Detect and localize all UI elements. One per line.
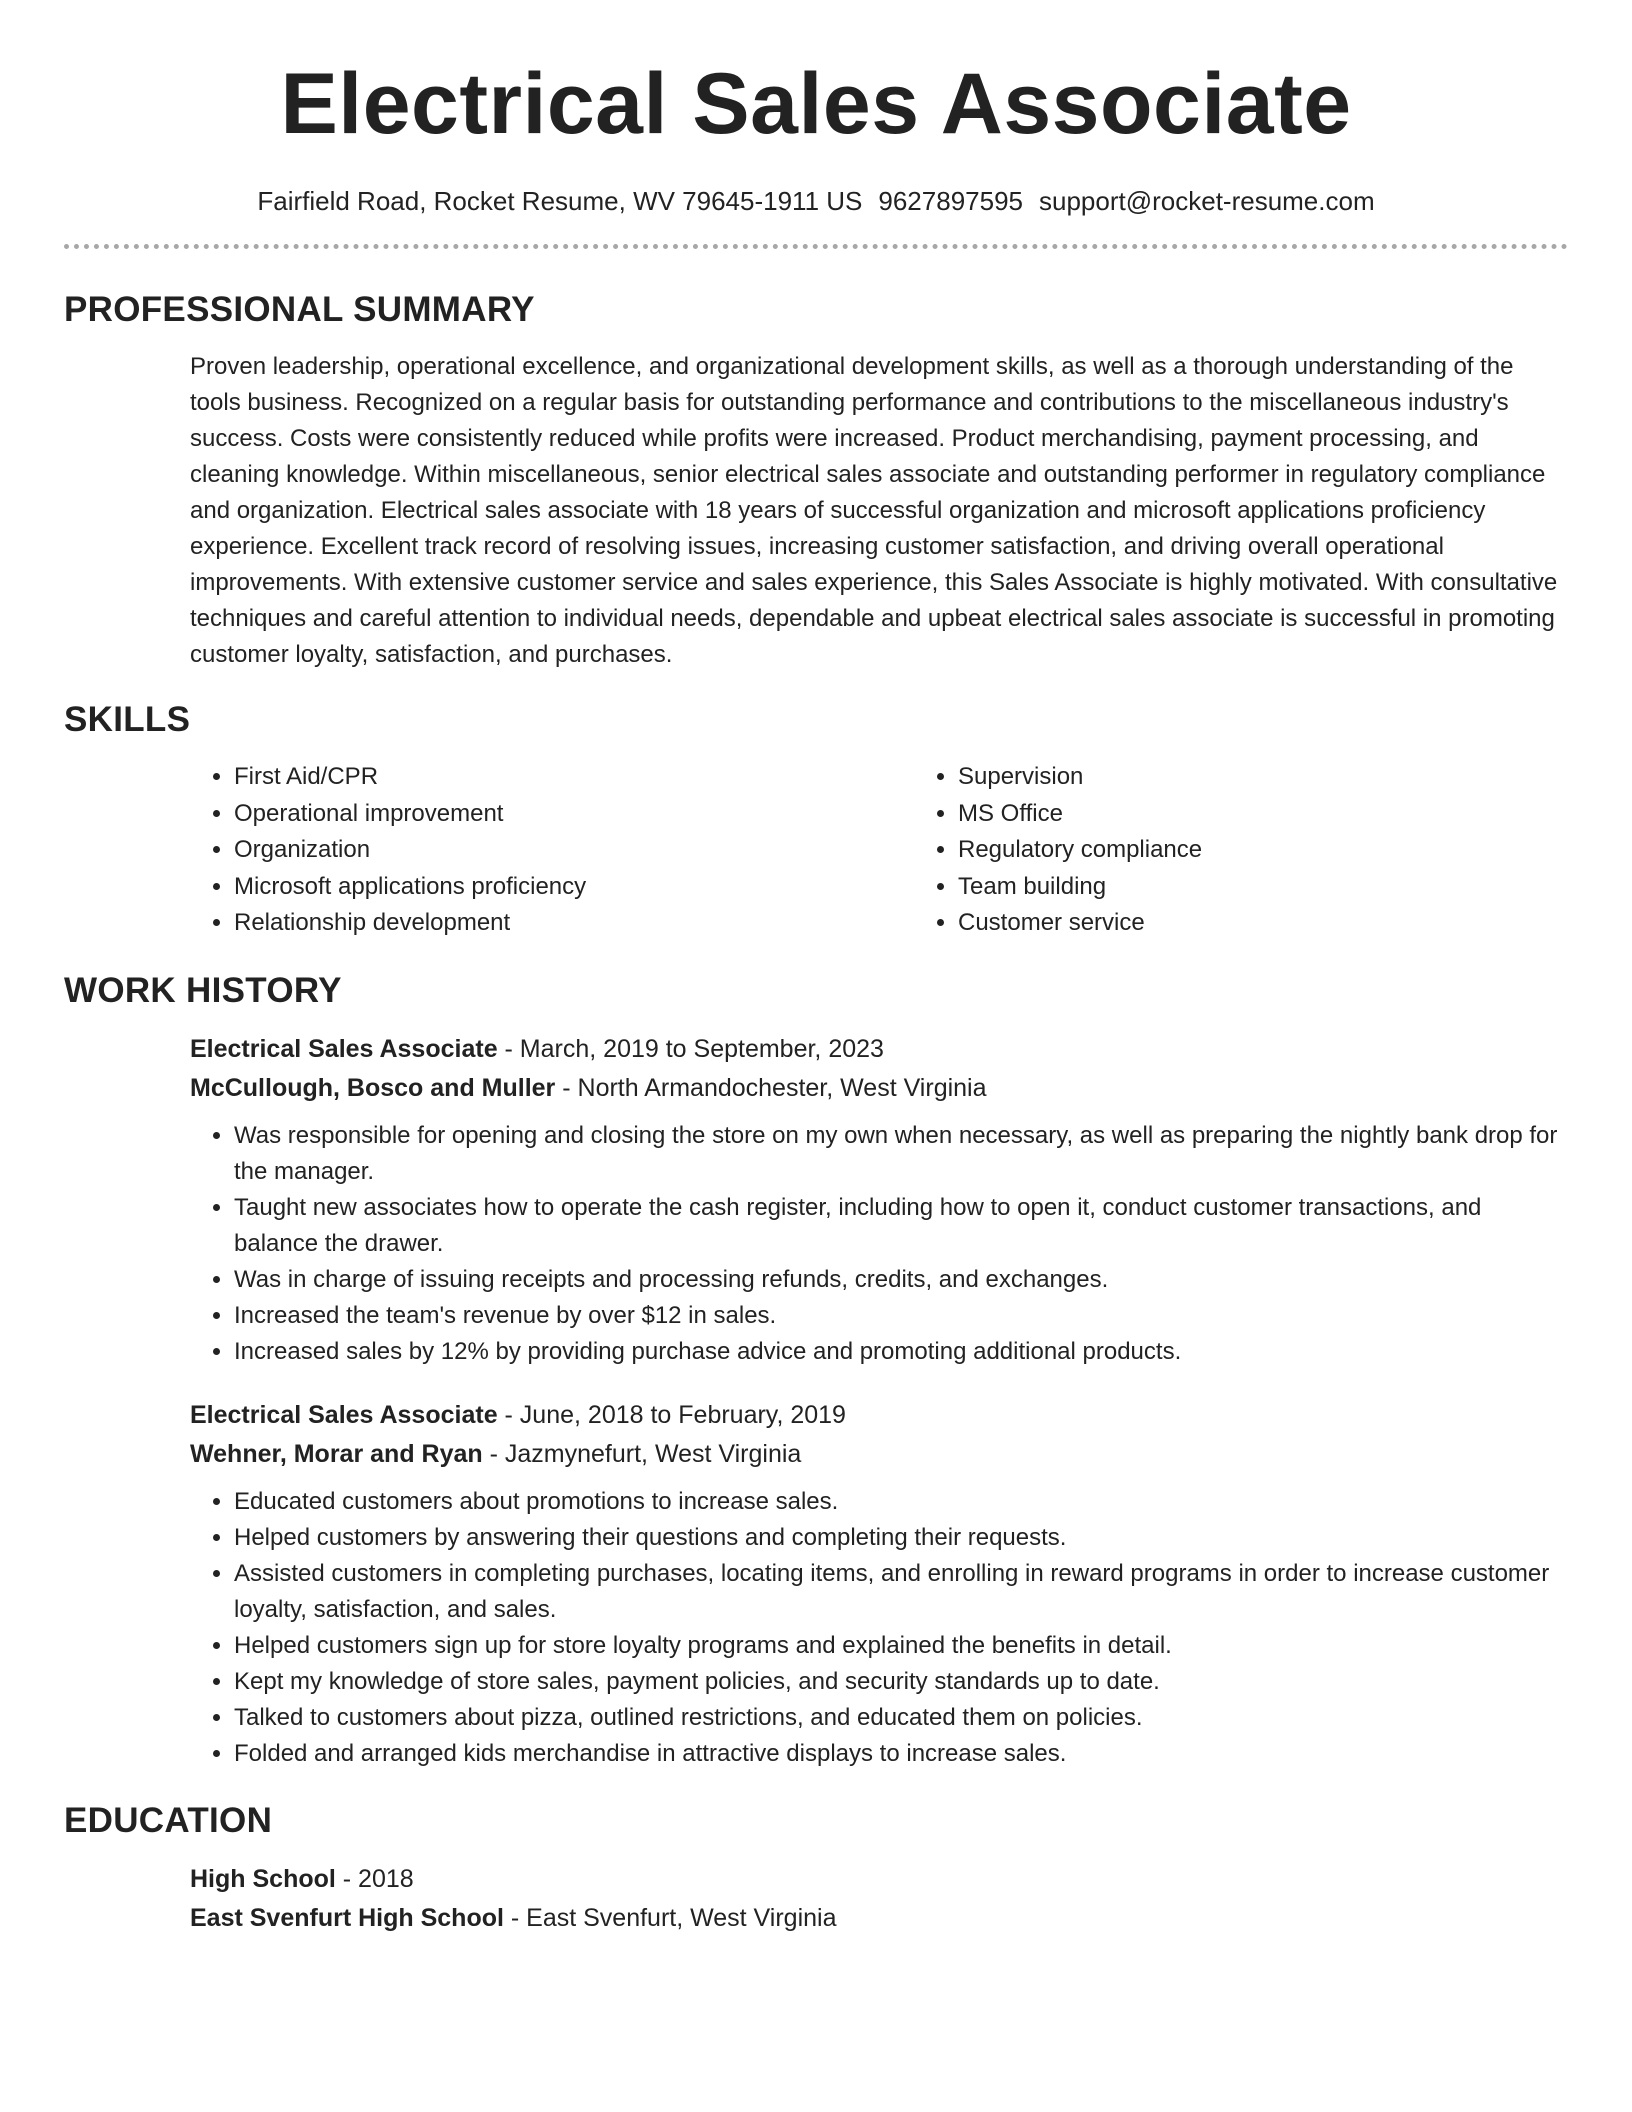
skills-grid: [190, 759, 1568, 942]
job-bullet: • Increased the team's revenue by over $12 in sales.: [234, 1298, 1568, 1334]
education-heading: EDUCATION: [64, 1800, 273, 1840]
skill-item: • Team building: [958, 869, 1558, 906]
resume-title: Electrical Sales Associate: [280, 56, 1352, 152]
skills-column-left: [190, 759, 914, 942]
skills-heading: SKILLS: [64, 700, 191, 739]
job-company: McCullough, Bosco and Muller: [190, 1073, 556, 1102]
job-location: - Jazmynefurt, West Virginia: [482, 1439, 802, 1468]
job-title-line: [190, 1030, 1568, 1069]
summary-text: Proven leadership, operational excellence, and organizational development skills, as well as a thorough understanding of the tools business. Recognized on a regular basis for outstanding performance and contributions to the miscellaneous industry's success. Costs were consistently reduced while profits were increased. Product merchandising, payment processing, and cleaning knowledge. Within miscellaneous, senior electrical sales associate and outstanding performer in regulatory compliance and organization. Electrical sales associate with 18 years of successful organization and microsoft applications proficiency experience. Excellent track record of resolving issues, increasing customer satisfaction, and driving overall operational improvements. With extensive customer service and sales experience, this Sales Associate is highly motivated. With consultative techniques and careful attention to individual needs, dependable and upbeat electrical sales associate is successful in promoting customer loyalty, satisfaction, and purchases.: [190, 353, 1558, 668]
job-role: Electrical Sales Associate: [190, 1400, 498, 1429]
job-entry: [190, 1030, 1568, 1370]
job-bullet: • Kept my knowledge of store sales, payment policies, and security standards up to date.: [234, 1664, 1568, 1700]
skills-section: [64, 699, 1568, 942]
job-dates: - June, 2018 to February, 2019: [497, 1400, 846, 1429]
summary-section: [64, 289, 1568, 673]
job-bullets: [190, 1484, 1568, 1772]
job-bullet: • Was in charge of issuing receipts and processing refunds, credits, and exchanges.: [234, 1262, 1568, 1298]
skill-item: • Organization: [234, 832, 914, 869]
skill-item: • Relationship development: [234, 905, 914, 942]
job-role: Electrical Sales Associate: [190, 1034, 498, 1063]
education-location: - East Svenfurt, West Virginia: [503, 1903, 837, 1932]
contact-phone: 9627897595: [878, 186, 1023, 216]
job-bullets: [190, 1118, 1568, 1370]
job-company-line: [190, 1069, 1568, 1108]
job-bullet: • Helped customers by answering their questions and completing their requests.: [234, 1520, 1568, 1556]
education-degree: High School: [190, 1864, 336, 1893]
education-section: [64, 1800, 1568, 1938]
contact-address: Fairfield Road, Rocket Resume, WV 79645-1911 US: [257, 186, 863, 216]
contact-email: support@rocket-resume.com: [1039, 186, 1375, 216]
skill-item: • Microsoft applications proficiency: [234, 869, 914, 906]
skill-item: • MS Office: [958, 796, 1558, 833]
job-bullet: • Helped customers sign up for store loyalty programs and explained the benefits in detail.: [234, 1628, 1568, 1664]
education-year: - 2018: [335, 1864, 414, 1893]
job-entry: [190, 1396, 1568, 1772]
education-degree-line: [190, 1860, 1568, 1899]
work-history-section: [64, 970, 1568, 1772]
job-bullet: • Talked to customers about pizza, outlined restrictions, and educated them on policies.: [234, 1700, 1568, 1736]
job-bullet: • Folded and arranged kids merchandise in attractive displays to increase sales.: [234, 1736, 1568, 1772]
job-bullet: • Taught new associates how to operate the cash register, including how to open it, conduct customer transactions, and balance the drawer.: [234, 1190, 1568, 1262]
skill-item: • First Aid/CPR: [234, 759, 914, 796]
contact-line: [64, 184, 1568, 218]
job-location: - North Armandochester, West Virginia: [555, 1073, 987, 1102]
job-bullet: • Was responsible for opening and closing the store on my own when necessary, as well as preparing the nightly bank drop for the manager.: [234, 1118, 1568, 1190]
job-dates: - March, 2019 to September, 2023: [497, 1034, 884, 1063]
skill-item: • Regulatory compliance: [958, 832, 1558, 869]
job-bullet: • Assisted customers in completing purchases, locating items, and enrolling in reward programs in order to increase customer loyalty, satisfaction, and sales.: [234, 1556, 1568, 1628]
job-title-line: [190, 1396, 1568, 1435]
education-school-line: [190, 1899, 1568, 1938]
job-company: Wehner, Morar and Ryan: [190, 1439, 483, 1468]
work-history-heading: WORK HISTORY: [64, 970, 342, 1010]
skill-item: • Supervision: [958, 759, 1558, 796]
skills-column-right: [914, 759, 1558, 942]
header-divider: [64, 244, 1568, 249]
education-school: East Svenfurt High School: [190, 1903, 504, 1932]
job-company-line: [190, 1435, 1568, 1474]
education-entry: [190, 1860, 1568, 1938]
skill-item: • Customer service: [958, 905, 1558, 942]
job-bullet: • Educated customers about promotions to increase sales.: [234, 1484, 1568, 1520]
job-bullet: • Increased sales by 12% by providing purchase advice and promoting additional products.: [234, 1334, 1568, 1370]
skill-item: • Operational improvement: [234, 796, 914, 833]
summary-heading: PROFESSIONAL SUMMARY: [64, 290, 535, 329]
